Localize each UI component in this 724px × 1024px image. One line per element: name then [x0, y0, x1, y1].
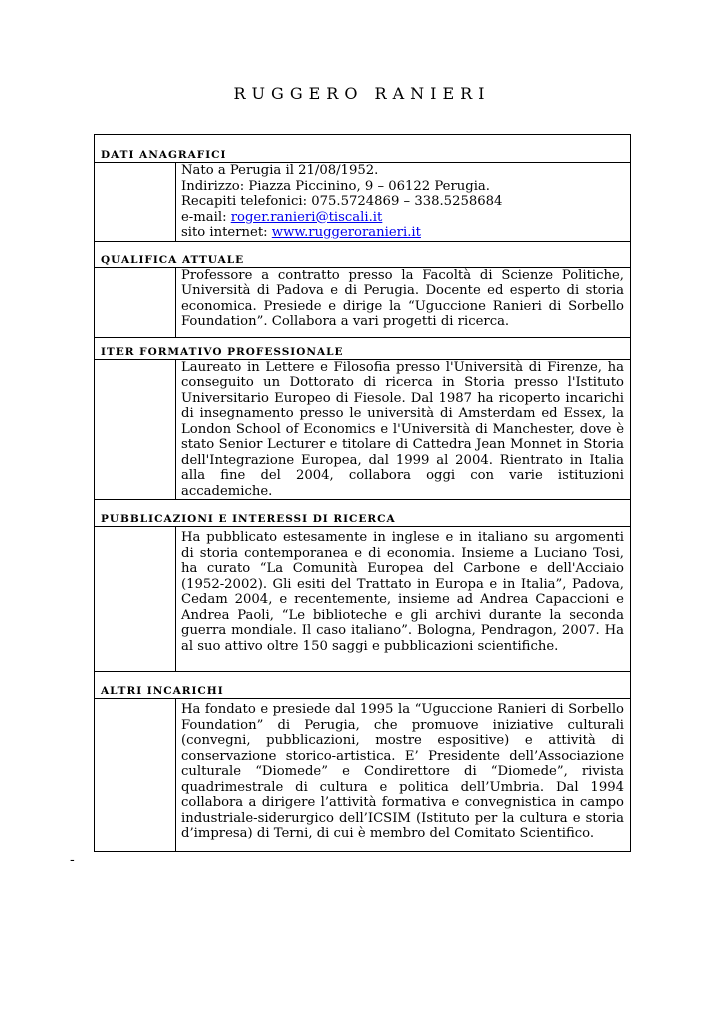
- stray-dash: -: [70, 852, 75, 868]
- section-heading-iter: ITER FORMATIVO PROFESSIONALE: [95, 337, 631, 359]
- section-heading-pubblicazioni: PUBBLICAZIONI E INTERESSI DI RICERCA: [95, 500, 631, 527]
- section-heading-incarichi: ALTRI INCARICHI: [95, 672, 631, 699]
- pubblicazioni-text: Ha pubblicato estesamente in inglese e in italiano su argomenti di storia contemporanea e di economia. Insieme a Luciano Tosi, ha curato “La Comunità Europea del Carbone e dell'Acciaio (1952-2002). Gli esiti del Trattato in Europa e in Italia”, Padova, Cedam 2004, e recentemente, insieme ad Andrea Capaccioni e Andrea Paoli, “Le biblioteche e gli archivi durante la seconda guerra mondiale. Il caso italiano”. Bologna, Pendragon, 2007. Ha al suo attivo oltre 150 saggi e pubblicazioni scientifiche.: [176, 527, 631, 672]
- section-heading-row: [95, 500, 631, 527]
- section-heading-row: [95, 241, 631, 267]
- section-body-row: [95, 267, 631, 337]
- incarichi-text: Ha fondato e presiede dal 1995 la “Uguccione Ranieri di Sorbello Foundation” di Perugia, che promuove iniziative culturali (convegni, pubblicazioni, mostre espositive) e attività di conservazione storico-artistica. E’ Presidente dell’Associazione culturale “Diomede” e Condirettore di “Diomede”, rivista quadrimestrale di cultura e politica dell’Umbria. Dal 1994 collabora a dirigere l’attività formativa e convegnistica in campo industriale-siderurgico dell’ICSIM (Istituto per la cultura e storia d’impresa) di Terni, di cui è membro del Comitato Scientifico.: [176, 699, 631, 852]
- section-heading-row: [95, 337, 631, 359]
- section-body-row: [95, 163, 631, 242]
- label-cell: [95, 163, 176, 242]
- section-heading-row: [95, 135, 631, 163]
- section-body-row: [95, 359, 631, 500]
- email-link[interactable]: roger.ranieri@tiscali.it: [230, 209, 383, 225]
- iter-text: Laureato in Lettere e Filosofia presso l'Università di Firenze, ha conseguito un Dottorato di ricerca in Storia presso l'Istituto Universitario Europeo di Fiesole. Dal 1987 ha ricoperto incarichi di insegnamento presso le università di Amsterdam ed Essex, la London School of Economics e l'Università di Manchester, dove è stato Senior Lecturer e titolare di Cattedra Jean Monnet in Storia dell'Integrazione Europea, dal 1999 al 2004. Rientrato in Italia alla fine del 2004, collabora oggi con varie istituzioni accademiche.: [176, 359, 631, 500]
- section-heading-row: [95, 672, 631, 699]
- phone-line: Recapiti telefonici: 075.5724869 – 338.5258684: [181, 194, 503, 209]
- anagrafici-content: [176, 163, 631, 242]
- label-cell: [95, 527, 176, 672]
- website-label: sito internet:: [181, 225, 272, 240]
- section-heading-anagrafici: DATI ANAGRAFICI: [95, 135, 631, 163]
- website-line: [181, 225, 624, 241]
- cv-table: [94, 134, 631, 852]
- email-line: [181, 210, 624, 226]
- section-body-row: [95, 699, 631, 852]
- qualifica-text: Professore a contratto presso la Facoltà di Scienze Politiche, Università di Padova e di Perugia. Docente ed esperto di storia economica. Presiede e dirige la “Uguccione Ranieri di Sorbello Foundation”. Collabora a vari progetti di ricerca.: [176, 267, 631, 337]
- website-link[interactable]: www.ruggeroranieri.it: [271, 225, 421, 240]
- page-title: RUGGERO RANIERI: [233, 84, 491, 103]
- address-line: Indirizzo: Piazza Piccinino, 9 – 06122 Perugia.: [181, 178, 490, 194]
- birth-line: Nato a Perugia il 21/08/1952.: [181, 163, 379, 178]
- email-label: e-mail:: [181, 209, 231, 225]
- label-cell: [95, 699, 176, 852]
- section-heading-qualifica: QUALIFICA ATTUALE: [95, 241, 631, 267]
- label-cell: [95, 359, 176, 500]
- label-cell: [95, 267, 176, 337]
- section-body-row: [95, 527, 631, 672]
